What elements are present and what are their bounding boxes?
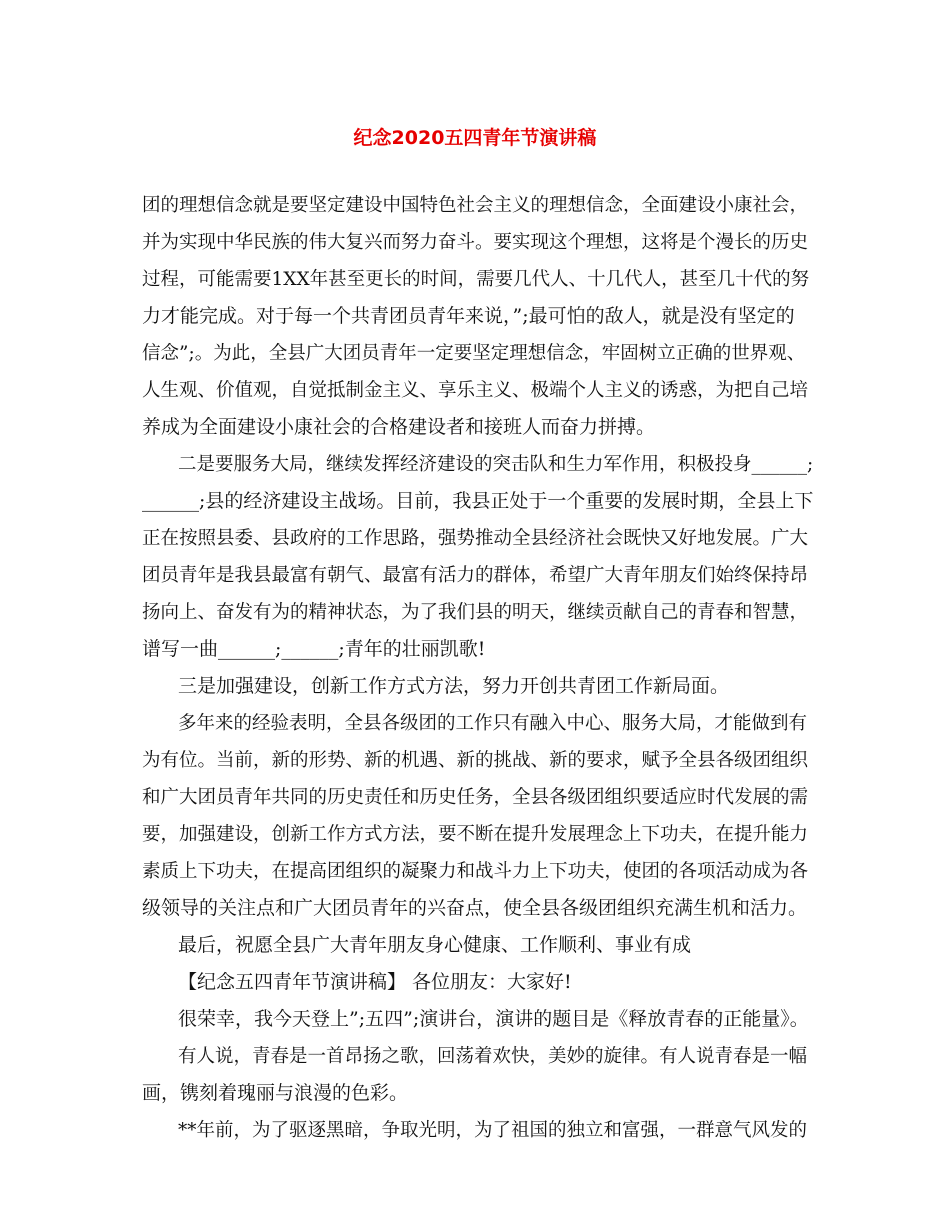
document-line: 团员青年是我县最富有朝气、最富有活力的群体，希望广大青年朋友们始终保持昂 xyxy=(142,565,809,586)
document-line: 养成为全面建设小康社会的合格建设者和接班人而奋力拼搏。 xyxy=(142,416,656,438)
document-line: 过程，可能需要1XX年甚至更长的时间，需要几代人、十几代人，甚至几十代的努 xyxy=(142,269,810,290)
document-line: 扬向上、奋发有为的精神状态，为了我们县的明天，继续贡献自己的青春和智慧， xyxy=(142,602,809,623)
document-line: 人生观、价值观，自觉抵制金主义、享乐主义、极端个人主义的诱惑，为把自己培 xyxy=(142,380,809,401)
document-line: 素质上下功夫，在提高团组织的凝聚力和战斗力上下功夫，使团的各项活动成为各 xyxy=(142,861,809,882)
document-line: 团的理想信念就是要坚定建设中国特色社会主义的理想信念，全面建设小康社会， xyxy=(142,195,809,216)
document-line: 级领导的关注点和广大团员青年的兴奋点，使全县各级团组织充满生机和活力。 xyxy=(142,897,808,919)
document-line: 多年来的经验表明，全县各级团的工作只有融入中心、服务大局，才能做到有 xyxy=(178,713,808,734)
document-line: 并为实现中华民族的伟大复兴而努力奋斗。要实现这个理想，这将是个漫长的历史 xyxy=(142,232,809,253)
document-line: 很荣幸，我今天登上”;五四”;演讲台，演讲的题目是《释放青春的正能量》。 xyxy=(178,1008,809,1030)
document-line: 谱写一曲______;______;青年的壮丽凯歌! xyxy=(142,638,486,660)
document-body xyxy=(142,187,822,1149)
document-line: 三是加强建设，创新工作方式方法，努力开创共青团工作新局面。 xyxy=(178,675,730,697)
document-line: 【纪念五四青年节演讲稿】 各位朋友：大家好! xyxy=(178,971,572,993)
document-line: 正在按照县委、县政府的工作思路，强势推动全县经济社会既快又好地发展。广大 xyxy=(142,528,809,549)
document-line: 最后，祝愿全县广大青年朋友身心健康、工作顺利、事业有成 xyxy=(178,934,692,956)
document-line: 为有位。当前，新的形势、新的机遇、新的挑战、新的要求，赋予全县各级团组织 xyxy=(142,750,809,771)
document-line: 二是要服务大局，继续发挥经济建设的突击队和生力军作用，积极投身______; xyxy=(178,454,814,475)
document-line: 要，加强建设，创新工作方式方法，要不断在提升发展理念上下功夫，在提升能力 xyxy=(142,824,809,845)
document-line: 画，镌刻着瑰丽与浪漫的色彩。 xyxy=(142,1082,409,1104)
document-title: 纪念2020五四青年节演讲稿 xyxy=(353,127,597,149)
document-line: 信念”;。为此，全县广大团员青年一定要坚定理想信念，牢固树立正确的世界观、 xyxy=(142,343,806,364)
document-line: ______;县的经济建设主战场。目前，我县正处于一个重要的发展时期，全县上下 xyxy=(142,490,814,512)
document-line: 和广大团员青年共同的历史责任和历史任务，全县各级团组织要适应时代发展的需 xyxy=(142,787,809,808)
document-line: 力才能完成。对于每一个共青团员青年来说，”;最可怕的敌人，就是没有坚定的 xyxy=(142,305,795,327)
document-line: 有人说，青春是一首昂扬之歌，回荡着欢快，美妙的旋律。有人说青春是一幅 xyxy=(178,1046,808,1067)
document-line: **年前，为了驱逐黑暗，争取光明，为了祖国的独立和富强，一群意气风发的 xyxy=(178,1120,808,1141)
